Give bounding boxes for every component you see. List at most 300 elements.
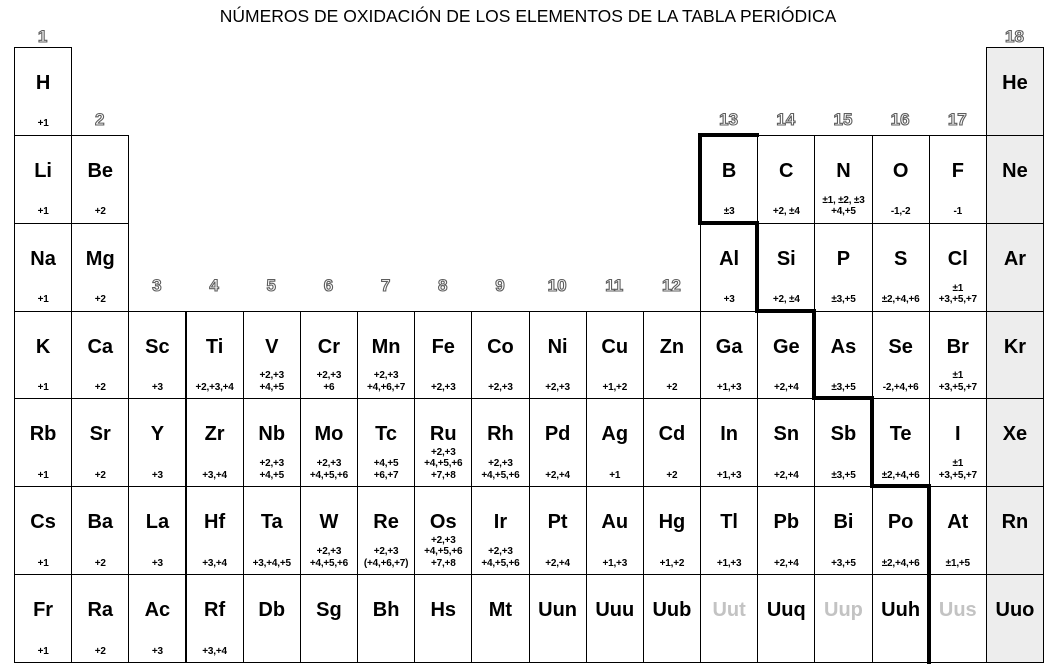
element-symbol: Cs [30,511,56,534]
staircase-line-segment [927,484,931,664]
oxidation-states-line: +2,+4 [545,557,570,569]
staircase-line-segment [698,133,759,137]
group-header-9: 9 [495,276,505,295]
oxidation-states-line: +2,+3 [488,546,513,558]
element-symbol: Mg [85,247,115,270]
oxidation-states [758,294,814,306]
element-cell-Uuq [757,574,815,663]
element-cell-Ge [757,311,815,400]
staircase-line-segment [812,309,816,401]
element-cell-Kr [986,311,1044,400]
oxidation-states [701,558,757,570]
element-cell-Pd [529,398,587,487]
oxidation-states [301,370,357,393]
oxidation-states-line: +1,+3 [716,557,742,569]
oxidation-states [815,195,871,218]
oxidation-states [530,382,586,394]
element-cell-P [814,223,872,312]
element-cell-Rn [986,486,1044,575]
oxidation-states-line: +6,+7 [373,469,399,481]
oxidation-states [129,382,185,394]
element-cell-He [986,47,1044,136]
element-symbol: Tc [375,423,398,446]
element-cell-Ag [586,398,644,487]
oxidation-states [72,294,128,306]
element-cell-Zn [643,311,701,400]
element-cell-Sr [71,398,129,487]
oxidation-states [15,294,71,306]
oxidation-states [587,470,643,482]
oxidation-states [530,470,586,482]
oxidation-states [815,294,871,306]
oxidation-states [644,382,700,394]
element-symbol: Cu [601,335,629,358]
oxidation-states [930,370,986,393]
oxidation-states-line: +2,+3 [373,370,399,382]
staircase-line-segment [755,221,759,313]
element-symbol: Sn [773,423,800,446]
element-symbol: Zr [204,423,225,446]
staircase-line-segment [812,396,873,400]
element-symbol: Au [601,511,629,534]
element-symbol: Hs [430,599,457,622]
element-cell-Ar [986,223,1044,312]
oxidation-states-line: +1 [609,469,621,481]
element-cell-Hs [414,574,472,663]
oxidation-states-line: +2 [94,294,106,306]
element-cell-Si [757,223,815,312]
element-symbol: Sb [830,423,857,446]
oxidation-states [187,558,243,570]
oxidation-states-line: +2,+4 [773,469,799,481]
element-symbol: Uuh [881,599,921,622]
oxidation-states [415,447,471,482]
element-symbol: Uus [938,599,977,622]
oxidation-states [930,458,986,481]
oxidation-states [587,382,643,394]
oxidation-states-line: +3 [151,557,163,569]
element-symbol: Db [258,599,286,622]
oxidation-states [15,118,71,130]
oxidation-states-line: +4,+5,+6 [424,546,463,558]
oxidation-states-line: +1 [37,557,49,569]
element-cell-Ga [700,311,758,400]
oxidation-states-line: +1 [37,381,49,393]
oxidation-states [815,470,871,482]
oxidation-states [873,206,929,218]
element-cell-Ba [71,486,129,575]
element-cell-Na [14,223,72,312]
oxidation-states [587,558,643,570]
element-cell-V [243,311,301,400]
oxidation-states [873,558,929,570]
element-symbol: O [892,159,909,182]
element-symbol: Ra [87,599,114,622]
element-cell-As [814,311,872,400]
element-symbol: Pb [773,511,800,534]
element-cell-Cl [929,223,987,312]
element-cell-N [814,135,872,224]
oxidation-states-line: +4,+5,+6 [481,557,520,569]
oxidation-states-line: +1,+2 [659,557,685,569]
element-symbol: At [947,511,969,534]
element-symbol: Y [150,423,165,446]
oxidation-states-line: +3,+5 [831,557,856,569]
element-symbol: Si [776,247,796,270]
element-symbol: Ti [205,335,224,358]
oxidation-states-line: +4,+5,+6 [309,469,348,481]
oxidation-states [815,382,871,394]
element-symbol: Se [888,335,913,358]
oxidation-states [701,206,757,218]
element-symbol: Bi [833,511,854,534]
element-cell-S [872,223,930,312]
element-symbol: Ag [601,423,629,446]
element-symbol: As [830,335,857,358]
element-cell-Y [128,398,186,487]
oxidation-states-line: +2,+3 [316,370,342,382]
oxidation-states [358,370,414,393]
element-cell-In [700,398,758,487]
element-cell-Mt [471,574,529,663]
element-symbol: Uut [712,599,746,622]
element-symbol: Rh [487,423,514,446]
element-cell-Ac [128,574,186,663]
oxidation-states-line: ±2,+4,+6 [881,294,920,306]
element-symbol: Ir [493,511,508,534]
element-cell-Uuo [986,574,1044,663]
oxidation-states [644,470,700,482]
group-header-6: 6 [323,276,334,295]
oxidation-states-line: +4,+5 [259,381,285,393]
oxidation-states-line: +2,+3 [430,446,456,458]
oxidation-states [358,458,414,481]
element-cell-Cr [300,311,358,400]
oxidation-states-line: +1 [37,294,49,306]
oxidation-states-line: +4,+5 [831,206,856,218]
oxidation-states [472,382,528,394]
element-cell-At [929,486,987,575]
element-symbol: Rf [204,599,226,622]
element-cell-Tl [700,486,758,575]
oxidation-states-line: ±3,+5 [831,294,856,306]
group-header-11: 11 [605,276,624,295]
oxidation-states-line: +3 [151,469,163,481]
element-symbol: Bh [372,599,400,622]
oxidation-states [129,558,185,570]
oxidation-states [758,470,814,482]
element-cell-Cd [643,398,701,487]
oxidation-states [72,382,128,394]
element-symbol: Os [429,511,457,534]
oxidation-states-line: +2,+3 [488,458,513,470]
element-cell-Os [414,486,472,575]
oxidation-states [701,470,757,482]
element-cell-Rb [14,398,72,487]
oxidation-states-line: +3 [151,645,163,657]
oxidation-states-line: +2,+4 [773,381,799,393]
oxidation-states [129,646,185,658]
element-symbol: Ge [772,335,800,358]
element-symbol: Ru [429,423,457,446]
element-cell-C [757,135,815,224]
oxidation-states-line: +3,+4 [202,557,227,569]
element-cell-Hf [186,486,244,575]
element-cell-Bh [357,574,415,663]
oxidation-states-line: ±3 [723,206,735,218]
element-cell-Mo [300,398,358,487]
oxidation-states [873,382,929,394]
oxidation-states-line: +7,+8 [430,469,456,481]
oxidation-states-line: +3,+4 [202,645,227,657]
oxidation-states [701,382,757,394]
element-symbol: Cd [658,423,686,446]
oxidation-states-line: +7,+8 [430,557,456,569]
oxidation-states-line: +3,+4 [202,469,227,481]
oxidation-states-line: +2,+3 [430,534,456,546]
oxidation-states-line: ±1, ±2, ±3 [822,194,865,206]
oxidation-states-line: +3,+5,+7 [938,469,977,481]
oxidation-states [758,558,814,570]
oxidation-states [72,558,128,570]
element-symbol: Sg [316,599,342,622]
group-header-2: 2 [95,110,105,129]
oxidation-states [873,294,929,306]
element-symbol: Mn [371,335,401,358]
element-cell-B [700,135,758,224]
element-cell-Fe [414,311,472,400]
element-cell-Uut [700,574,758,663]
oxidation-states-line: -2,+4,+6 [882,381,919,393]
element-cell-Ta [243,486,301,575]
oxidation-states-line: +2, ±4 [772,294,800,306]
element-cell-Db [243,574,301,663]
element-symbol: Ar [1003,247,1027,270]
element-cell-Sc [128,311,186,400]
oxidation-states [930,206,986,218]
element-cell-Te [872,398,930,487]
element-cell-Zr [186,398,244,487]
page-title: NÚMEROS DE OXIDACIÓN DE LOS ELEMENTOS DE LA TABLA PERIÓDICA [219,6,837,26]
element-symbol: Uub [652,599,692,622]
oxidation-states [187,382,243,394]
element-symbol: Uuo [995,599,1035,622]
element-symbol: Po [887,511,914,534]
oxidation-states-line: +2, ±4 [772,206,800,218]
element-symbol: Nb [258,423,286,446]
element-symbol: Cl [947,247,968,270]
oxidation-states-line: (+4,+6,+7) [363,557,409,569]
oxidation-states [758,382,814,394]
oxidation-states-line: +1 [37,645,49,657]
element-cell-Pb [757,486,815,575]
element-symbol: Be [87,159,114,182]
oxidation-states-line: +4,+5,+6 [424,458,463,470]
element-cell-Sg [300,574,358,663]
element-cell-Uun [529,574,587,663]
oxidation-states-line: +1 [37,469,49,481]
oxidation-states-line: ±1,+5 [945,557,970,569]
element-symbol: Ta [260,511,283,534]
element-symbol: Zn [659,335,685,358]
oxidation-states-line: +2,+3 [316,546,342,558]
element-symbol: W [319,511,339,534]
element-cell-F [929,135,987,224]
element-symbol: Rb [29,423,57,446]
oxidation-states-line: +4,+5 [373,458,399,470]
oxidation-states [15,470,71,482]
oxidation-states [415,382,471,394]
element-symbol: P [836,247,851,270]
element-cell-Uub [643,574,701,663]
oxidation-states-line: ±3,+5 [831,381,856,393]
oxidation-states-line: +1,+3 [716,469,742,481]
element-symbol: Tl [720,511,738,534]
oxidation-states-line: +2 [94,645,106,657]
element-cell-Uuh [872,574,930,663]
element-symbol: F [951,159,964,182]
oxidation-states-line: +2,+3 [545,381,570,393]
staircase-line-segment [698,221,759,225]
oxidation-states [358,546,414,569]
oxidation-states-line: +1,+3 [716,381,742,393]
element-symbol: Ca [87,335,114,358]
element-symbol: Uuq [766,599,806,622]
element-cell-O [872,135,930,224]
staircase-line-segment [698,133,702,225]
oxidation-states-line: +2 [94,557,106,569]
group-header-12: 12 [661,276,681,295]
oxidation-states-line: +1 [37,118,49,130]
oxidation-states [244,558,300,570]
element-symbol: Uun [538,599,578,622]
element-symbol: Uup [824,599,863,622]
oxidation-states-line: +2 [94,381,106,393]
element-cell-Po [872,486,930,575]
element-symbol: K [35,335,51,358]
element-symbol: Cr [317,335,341,358]
oxidation-states-line: +3,+5,+7 [938,294,977,306]
oxidation-states-line: +2,+3 [259,458,285,470]
oxidation-states-line: ±2,+4,+6 [881,557,920,569]
element-symbol: Hf [204,511,226,534]
group-header-14: 14 [776,110,796,129]
oxidation-states-line: +3 [723,294,735,306]
oxidation-states-line: ±2,+4,+6 [881,469,920,481]
oxidation-states-line: +2 [94,469,106,481]
oxidation-states-line: +2,+3 [430,381,456,393]
oxidation-states [815,558,871,570]
element-symbol: Fr [33,599,54,622]
element-cell-Rh [471,398,529,487]
element-symbol: Sr [89,423,111,446]
element-symbol: Na [30,247,56,270]
group-header-13: 13 [719,110,739,129]
oxidation-states [244,458,300,481]
element-symbol: Ac [144,599,171,622]
element-symbol: Li [34,159,52,182]
element-symbol: In [720,423,738,446]
element-cell-Au [586,486,644,575]
element-cell-Pt [529,486,587,575]
element-cell-Sn [757,398,815,487]
oxidation-states-line: +2 [666,381,678,393]
oxidation-states [244,370,300,393]
oxidation-states-line: ±1 [952,282,964,294]
oxidation-states [530,558,586,570]
element-cell-Mg [71,223,129,312]
element-symbol: S [893,247,908,270]
oxidation-states [187,470,243,482]
oxidation-states-line: +2,+3 [488,381,513,393]
element-cell-Nb [243,398,301,487]
element-cell-Fr [14,574,72,663]
group-header-5: 5 [266,276,276,295]
element-cell-Uus [929,574,987,663]
group-header-4: 4 [209,276,219,295]
element-symbol: N [836,159,851,182]
element-cell-I [929,398,987,487]
element-symbol: He [1002,72,1028,94]
oxidation-states-line: +1 [37,206,49,218]
element-cell-Tc [357,398,415,487]
element-symbol: Co [487,335,514,358]
oxidation-states-line: ±1 [952,370,964,382]
element-cell-Uuu [586,574,644,663]
element-symbol: Br [946,335,969,358]
oxidation-states [930,558,986,570]
element-symbol: Sc [145,335,170,358]
element-cell-Ru [414,398,472,487]
oxidation-states-line: +2 [666,469,678,481]
oxidation-states [930,283,986,306]
element-cell-Xe [986,398,1044,487]
group-header-3: 3 [152,276,162,295]
element-symbol: B [721,159,737,182]
oxidation-states-line: +1,+3 [602,557,628,569]
group-header-1: 1 [37,27,48,46]
staircase-line-segment [870,396,874,488]
element-cell-Bi [814,486,872,575]
oxidation-states-line: +3 [151,381,163,393]
element-cell-Ne [986,135,1044,224]
element-symbol: Ne [1002,159,1028,182]
oxidation-states [187,646,243,658]
element-symbol: Fe [431,335,455,358]
element-cell-Re [357,486,415,575]
oxidation-states [129,470,185,482]
element-cell-Ir [471,486,529,575]
element-cell-Ra [71,574,129,663]
element-symbol: I [955,423,961,446]
element-symbol: Ga [715,335,743,358]
element-symbol: C [779,159,794,182]
element-symbol: Pt [547,511,568,534]
oxidation-states [15,382,71,394]
oxidation-states [301,546,357,569]
oxidation-states [472,546,528,569]
element-symbol: La [145,511,170,534]
oxidation-states [644,558,700,570]
element-cell-W [300,486,358,575]
element-cell-Se [872,311,930,400]
oxidation-states-line: +2,+4 [773,557,799,569]
oxidation-states [873,470,929,482]
element-cell-Be [71,135,129,224]
element-cell-Mn [357,311,415,400]
oxidation-states-line: +3,+5,+7 [938,381,977,393]
element-symbol: Mo [314,423,344,446]
